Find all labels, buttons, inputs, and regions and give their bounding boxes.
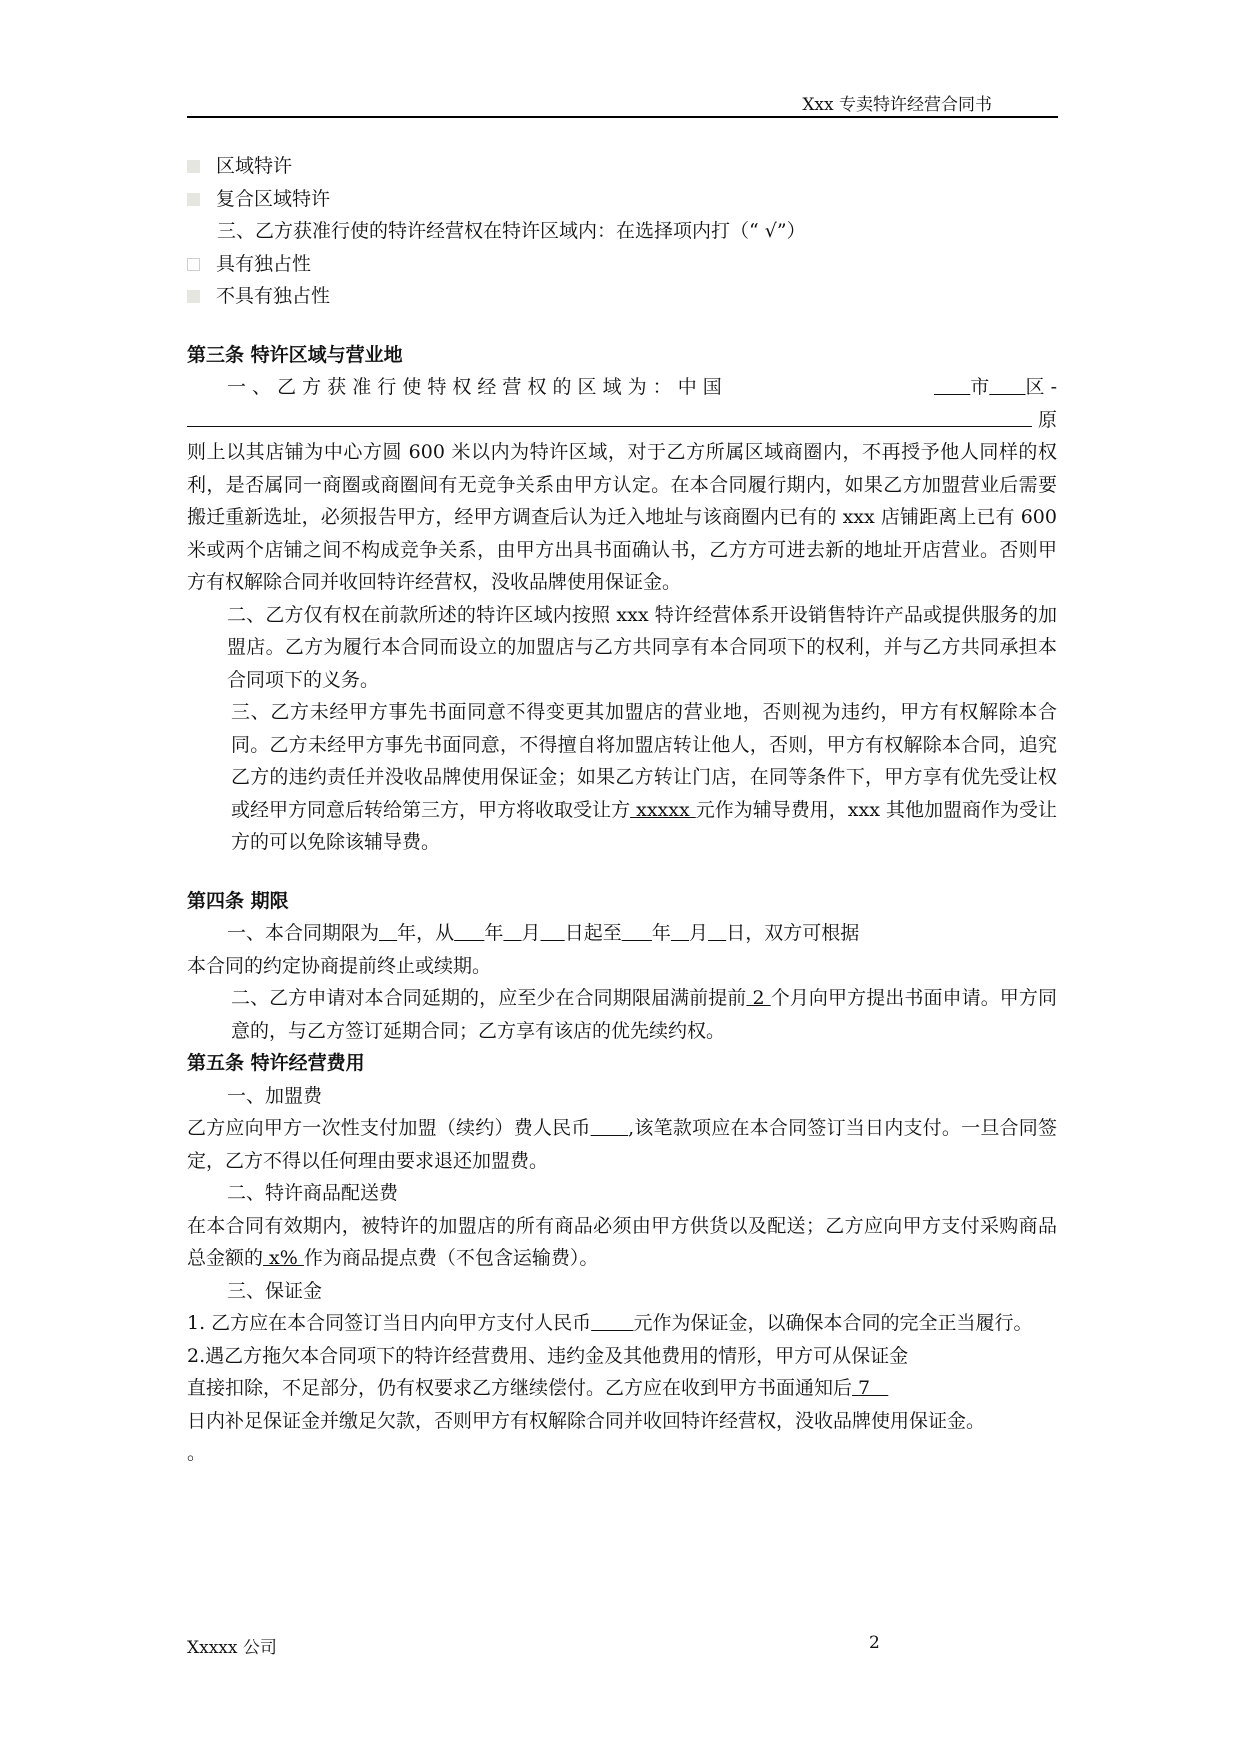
- option-regional: 区域特许: [187, 150, 1057, 183]
- checkbox-icon[interactable]: [187, 290, 200, 303]
- transfer-fee-amount: xxxxx: [630, 798, 696, 821]
- deposit-item-1: 1. 乙方应在本合同签订当日内向甲方支付人民币 元作为保证金，以确保本合同的完全正当履行。: [187, 1312, 1033, 1334]
- header-title: Xxx 专卖特许经营合同书: [802, 95, 992, 115]
- document-body: [187, 150, 1057, 1470]
- section-deposit: 三、保证金: [227, 1279, 323, 1302]
- franchise-fee-blank[interactable]: [591, 1117, 629, 1139]
- days-value: 7: [852, 1377, 889, 1399]
- city-blank[interactable]: [934, 376, 970, 398]
- deposit-amount-blank[interactable]: [591, 1312, 633, 1334]
- article-4-title: 第四条 期限: [187, 889, 289, 912]
- checkbox-icon[interactable]: [187, 160, 200, 173]
- article-3-title: 第三条 特许区域与营业地: [187, 343, 403, 366]
- trailing-mark: 。: [187, 1442, 207, 1464]
- address-blank[interactable]: [187, 404, 1032, 427]
- months-value: 2: [746, 987, 771, 1009]
- article-5-title: 第五条 特许经营费用: [187, 1052, 365, 1074]
- article-3-p1-line1: 一 、 乙 方 获 准 行 使 特 权 经 营 权 的 区 域 为 ： 中 国 市 区 -: [227, 376, 1057, 398]
- article-3-p3: 三、乙方未经甲方事先书面同意不得变更其加盟店的营业地，否则视为违约，甲方有权解除本合同。乙方未经甲方事先书面同意，不得擅自将加盟店转让他人，否则，甲方有权解除本合同，追究乙方的违约责任并没收品牌使用保证金；如果乙方转让门店，在同等条件下，甲方享有优先受让权或经甲方同意后转给第三方，甲方将收取受让方 xxxxx 元作为辅导费用，xxx 其他加盟商作为受让方的可以免除该辅导费。: [231, 701, 1057, 853]
- delivery-fee-text: 在本合同有效期内，被特许的加盟店的所有商品必须由甲方供货以及配送；乙方应向甲方支付采购商品总金额的 x% 作为商品提点费（不包含运输费）。: [187, 1214, 1057, 1269]
- option-exclusive: 具有独占性: [187, 248, 1057, 281]
- district-blank[interactable]: [989, 376, 1025, 398]
- deposit-item-2-line3: 日内补足保证金并缴足欠款，否则甲方有权解除合同并收回特许经营权，没收品牌使用保证金。: [187, 1409, 986, 1432]
- deposit-item-2-line1: 2.遇乙方拖欠本合同项下的特许经营费用、违约金及其他费用的情形，甲方可从保证金: [187, 1344, 909, 1367]
- question-exclusivity: 三、乙方获准行使的特许经营权在特许区域内：在选择项内打（“ √”）: [217, 220, 806, 242]
- article-4-p1: 一、本合同期限为 年，从 年 月 日起至 年 月 日，双方可根据: [227, 922, 860, 944]
- article-3-p1-rest: 则上以其店铺为中心方圆 600 米以内为特许区域，对于乙方所属区域商圈内，不再授予他人同样的权利，是否属同一商圈或商圈间有无竞争关系由甲方认定。在本合同履行期内，如果乙方加盟营业后需要搬迁重新选址，必须报告甲方，经甲方调查后认为迁入地址与该商圈内已有的 xxx 店铺距离上已有 600 米或两个店铺之间不构成竞争关系，由甲方出具书面确认书，乙方方可进去新的地址开店营业。否则甲方有权解除合同并收回特许经营权，没收品牌使用保证金。: [187, 441, 1057, 593]
- franchise-fee-text: 乙方应向甲方一次性支付加盟（续约）费人民币 ,该笔款项应在本合同签订当日内支付。一旦合同签定，乙方不得以任何理由要求退还加盟费。: [187, 1117, 1057, 1172]
- option-composite-regional: 复合区域特许: [187, 183, 1057, 216]
- checkbox-empty-icon[interactable]: [187, 258, 200, 271]
- deposit-item-2-line2: 直接扣除，不足部分，仍有权要求乙方继续偿付。乙方应在收到甲方书面通知后 7: [187, 1377, 889, 1399]
- page-header: [187, 88, 1058, 118]
- article-4-p1-line2: 本合同的约定协商提前终止或续期。: [187, 954, 492, 977]
- option-non-exclusive: 不具有独占性: [187, 280, 1057, 313]
- footer-company: Xxxxx 公司: [187, 1638, 277, 1658]
- section-delivery-fee: 二、特许商品配送费: [227, 1182, 399, 1204]
- article-3-p2: 二、乙方仅有权在前款所述的特许区域内按照 xxx 特许经营体系开设销售特许产品或提供服务的加盟店。乙方为履行本合同而设立的加盟店与乙方共同享有本合同项下的权利，并与乙方共同承担本合同项下的义务。: [227, 603, 1057, 691]
- checkbox-icon[interactable]: [187, 193, 200, 206]
- page-number: 2: [869, 1633, 880, 1653]
- commission-rate: x%: [263, 1247, 304, 1269]
- article-4-p2: 二、乙方申请对本合同延期的，应至少在合同期限届满前提前 2 个月向甲方提出书面申请。甲方同意的，与乙方签订延期合同；乙方享有该店的优先续约权。: [231, 987, 1057, 1042]
- section-franchise-fee: 一、加盟费: [227, 1084, 323, 1107]
- article-3-p1-line2: 原: [187, 404, 1057, 437]
